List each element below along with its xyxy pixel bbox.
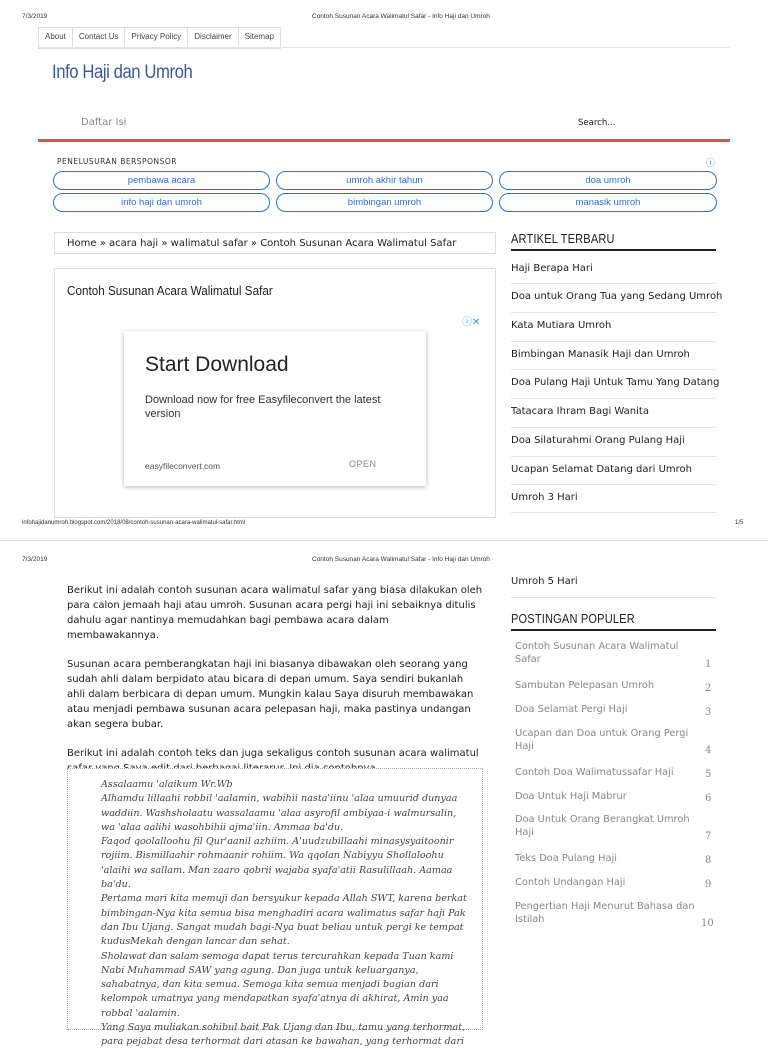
sponsored-link[interactable]: doa umroh xyxy=(499,171,717,190)
site-title[interactable]: Info Haji dan Umroh xyxy=(52,62,193,83)
popular-item[interactable]: Doa Untuk Orang Berangkat Umroh Haji xyxy=(515,814,690,838)
breadcrumb[interactable]: Home » acara haji » walimatul safar » Contoh Susunan Acara Walimatul Safar xyxy=(54,232,496,254)
popular-rank: 10 xyxy=(701,918,714,929)
recent-item[interactable]: Bimbingan Manasik Haji dan Umroh xyxy=(511,349,690,360)
ad-domain: easyfileconvert.com xyxy=(145,461,221,471)
divider xyxy=(511,597,716,598)
sponsored-label: PENELUSURAN BERSPONSOR xyxy=(57,157,177,166)
menu-daftar-isi[interactable]: Daftar Isi xyxy=(81,117,127,128)
popular-rank: 3 xyxy=(705,707,712,718)
popular-rank: 9 xyxy=(705,879,712,890)
popular-item[interactable]: Contoh Undangan Haji xyxy=(515,877,626,888)
popular-rank: 8 xyxy=(705,855,712,866)
print-title: Contoh Susunan Acara Walimatul Safar - Info Haji dan Umroh xyxy=(312,13,490,20)
ad-close-icon[interactable]: ⓘ✕ xyxy=(462,317,481,328)
divider xyxy=(511,512,716,513)
nav-divider xyxy=(38,47,730,48)
divider xyxy=(511,398,716,399)
popular-rank: 6 xyxy=(705,793,712,804)
popular-item[interactable]: Pengertian Haji Menurut Bahasa dan Istilah xyxy=(515,901,695,925)
recent-item[interactable]: Umroh 3 Hari xyxy=(511,492,578,503)
recent-item[interactable]: Tatacara Ihram Bagi Wanita xyxy=(511,406,649,417)
popular-rank: 5 xyxy=(705,769,712,780)
recent-heading: ARTIKEL TERBARU xyxy=(511,231,615,246)
recent-item[interactable]: Umroh 5 Hari xyxy=(511,576,578,587)
sponsored-link[interactable]: pembawa acara xyxy=(53,171,270,190)
article-body xyxy=(67,583,483,790)
popular-item[interactable]: Doa Untuk Haji Mabrur xyxy=(515,791,627,802)
popular-rank: 1 xyxy=(705,659,712,670)
quote-line: Yang Saya muliakan sohibul bait Pak Ujang dan Ibu, tamu yang terhormat, para pejabat desa terhormat dari atasan ke bawahan, yang terhormat dari xyxy=(101,1022,466,1048)
popular-heading: POSTINGAN POPULER xyxy=(511,611,635,626)
popular-item[interactable]: Doa Selamat Pergi Haji xyxy=(515,704,628,715)
nav-sitemap[interactable]: Sitemap xyxy=(244,32,274,41)
recent-item[interactable]: Kata Mutiara Umroh xyxy=(511,320,612,331)
popular-item[interactable]: Teks Doa Pulang Haji xyxy=(515,853,617,864)
divider xyxy=(511,312,716,313)
divider xyxy=(511,484,716,485)
divider xyxy=(511,341,716,342)
print-date: 7/3/2019 xyxy=(22,556,48,563)
popular-rank: 2 xyxy=(705,683,712,694)
divider xyxy=(511,369,716,370)
speech-quote xyxy=(101,778,473,1050)
ad-body: Download now for free Easyfileconvert the latest version xyxy=(145,394,381,420)
recent-heading-rule xyxy=(511,249,716,251)
popular-rank: 7 xyxy=(705,831,712,842)
recent-item[interactable]: Haji Berapa Hari xyxy=(511,263,593,274)
article-title: Contoh Susunan Acara Walimatul Safar xyxy=(67,283,273,298)
article-paragraph: Berikut ini adalah contoh teks dan juga sekaligus contoh susunan acara walimatul xyxy=(67,748,479,759)
article-paragraph: Susunan acara pemberangkatan haji ini biasanya dibawakan oleh seorang yang sudah ahli dalam berpidato atau bicara di depan umum. Saya sendiri bukanlah ahli dalam berbicara di depan umum. Mungkin kalau Saya disuruh membawakan atau menjadi pembawa susunan acara pelepasan haji, maka pastinya undangan akan segera bubar. xyxy=(67,659,474,730)
divider xyxy=(511,456,716,457)
top-nav xyxy=(38,27,281,49)
print-page-number: 1/5 xyxy=(735,520,744,526)
ad-open-button[interactable]: OPEN xyxy=(349,459,377,469)
popular-item[interactable]: Sambutan Pelepasan Umroh xyxy=(515,680,655,691)
popular-item[interactable]: Contoh Doa Walimatussafar Haji xyxy=(515,767,674,778)
popular-item[interactable]: Contoh Susunan Acara Walimatul Safar xyxy=(515,641,679,665)
print-date: 7/3/2019 xyxy=(22,13,48,20)
nav-about[interactable]: About xyxy=(39,28,73,48)
info-icon[interactable]: ⓘ xyxy=(706,159,716,169)
ad-headline[interactable]: Start Download xyxy=(145,353,289,376)
nav-contact-us[interactable]: Contact Us xyxy=(73,28,126,48)
search-input[interactable]: Search... xyxy=(578,118,616,128)
quote-line: Sholawat dan salam semoga dapat terus tercurahkan kepada Tuan kami Nabi Muhammad SAW yang agung. Dan juga untuk keluarganya, sahabatnya, dan kita semua. Semoga kita semua menjadi bagian dari kelompok umatnya yang mendapatkan syafa'atnya di akhirat, Amin yaa robbal 'aalamin. xyxy=(101,950,454,1019)
recent-item[interactable]: Doa untuk Orang Tua yang Sedang Umroh xyxy=(511,291,723,302)
popular-item[interactable]: Ucapan dan Doa untuk Orang Pergi Haji xyxy=(515,728,689,752)
header-accent-bar xyxy=(38,139,730,142)
page-break xyxy=(0,540,768,551)
print-title: Contoh Susunan Acara Walimatul Safar - Info Haji dan Umroh xyxy=(312,556,490,563)
popular-rank: 4 xyxy=(705,745,712,756)
quote-line: Alhamdu lillaahi robbil 'aalamin, wabihii nasta'iinu 'alaa umuurid dunyaa waddiin. Washsholaatu wassalaamu 'alaa asyrofil ambiyaa-i walmursalin, wa 'alaa aalihi wasohbihii ajma'iin. Ammaa ba'du. xyxy=(101,793,458,833)
quote-line: Assalaamu 'alaikum Wr.Wb xyxy=(101,779,233,790)
print-url: infohajidanumroh.blogspot.com/2018/08/contoh-susunan-acara-walimatul-safar.html xyxy=(22,520,246,526)
sponsored-link[interactable]: bimbingan umroh xyxy=(276,193,493,212)
divider xyxy=(511,427,716,428)
quote-line: Faqod qoolalloohu fil Qur'aanil azhiim. A'uudzubillaahi minasysyaitoonir rojiim. Bismillaahir rohmaanir rohiim. Wa qqolan Nabiyyu Shollaloohu 'alaihi wa sallam. Man zaaro qobrii wajaba syafa'atii Rasulillaah. Aamaa ba'du. xyxy=(101,836,454,891)
article-paragraph: Berikut ini adalah contoh susunan acara walimatul safar yang biasa dilakukan oleh para calon jemaah haji atau umroh. Susunan acara pergi haji ini sebaiknya ditulis dahulu agar nantinya memudahkan bagi pembawa acara dalam membawakannya. xyxy=(67,585,483,641)
popular-heading-rule xyxy=(511,629,716,631)
recent-item[interactable]: Ucapan Selamat Datang dari Umroh xyxy=(511,464,693,475)
sponsored-link[interactable]: manasik umroh xyxy=(499,193,717,212)
quote-line: Pertama mari kita memuji dan bersyukur kepada Allah SWT, karena berkat bimbingan-Nya kita semua bisa menghadiri acara walimatus safar haji Pak dan Ibu Ujang. Sangat mudah bagi-Nya buat beliau untuk pergi ke tempat kudusMekah dengan lancar dan sehat. xyxy=(101,893,467,948)
divider xyxy=(511,283,716,284)
sponsored-link[interactable]: info haji dan umroh xyxy=(53,193,270,212)
sponsored-link[interactable]: umroh akhir tahun xyxy=(276,171,493,190)
recent-item[interactable]: Doa Silaturahmi Orang Pulang Haji xyxy=(511,435,685,446)
recent-item[interactable]: Doa Pulang Haji Untuk Tamu Yang Datang xyxy=(511,377,720,388)
nav-privacy-policy[interactable]: Privacy Policy xyxy=(125,28,188,48)
nav-disclaimer[interactable]: Disclaimer xyxy=(188,28,238,48)
